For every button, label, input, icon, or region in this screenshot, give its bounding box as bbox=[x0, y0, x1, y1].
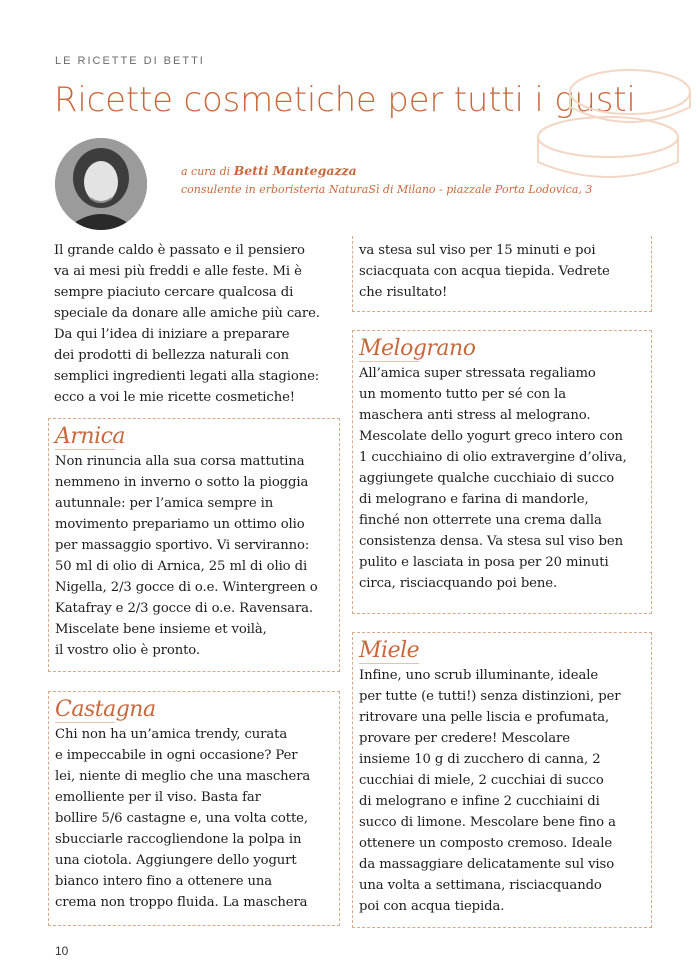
author-role: consulente in erboristeria NaturaSì di Milano - piazzale Porta Lodovica, 3 bbox=[181, 183, 593, 196]
text-line: Miscelate bene insieme et voilà, bbox=[55, 622, 267, 637]
text-line: Il grande caldo è passato e il pensiero bbox=[54, 243, 305, 258]
page-title: Ricette cosmetiche per tutti i gusti bbox=[54, 80, 636, 120]
text-line: autunnale: per l’amica sempre in bbox=[55, 496, 274, 511]
author-byline bbox=[181, 163, 357, 178]
text-line: Chi non ha un’amica trendy, curata bbox=[55, 727, 288, 742]
card-body-castagna bbox=[55, 724, 333, 913]
text-line: ecco a voi le mie ricette cosmetiche! bbox=[54, 390, 296, 405]
card-continuation bbox=[352, 236, 652, 312]
byline-prefix: a cura di bbox=[181, 165, 231, 178]
card-castagna bbox=[48, 691, 340, 926]
text-line: poi con acqua tiepida. bbox=[359, 899, 505, 914]
text-line: di melograno e farina di mandorle, bbox=[359, 492, 589, 507]
text-line: 50 ml di olio di Arnica, 25 ml di olio di bbox=[55, 559, 308, 574]
text-line: sciacquata con acqua tiepida. Vedrete bbox=[359, 264, 610, 279]
text-line: provare per credere! Mescolare bbox=[359, 731, 570, 746]
text-line: semplici ingredienti legati alla stagione: bbox=[54, 369, 320, 384]
card-melograno bbox=[352, 330, 652, 614]
text-line: di melograno e infine 2 cucchiaini di bbox=[359, 794, 600, 809]
text-line: consistenza densa. Va stesa sul viso ben bbox=[359, 534, 623, 549]
text-line: il vostro olio è pronto. bbox=[55, 643, 200, 658]
card-body-miele bbox=[359, 665, 645, 917]
text-line: Da qui l’idea di iniziare a preparare bbox=[54, 327, 290, 342]
text-line: lei, niente di meglio che una maschera bbox=[55, 769, 311, 784]
card-title-arnica: Arnica bbox=[55, 419, 333, 451]
text-line: ottenere un composto cremoso. Ideale bbox=[359, 836, 613, 851]
text-line: All’amica super stressata regaliamo bbox=[359, 366, 596, 381]
card-body-melograno bbox=[359, 363, 645, 594]
author-name: Betti Mantegazza bbox=[233, 163, 357, 178]
text-line: bollire 5/6 castagne e, una volta cotte, bbox=[55, 811, 308, 826]
text-line: per massaggio sportivo. Vi serviranno: bbox=[55, 538, 310, 553]
text-line: una volta a settimana, risciacquando bbox=[359, 878, 602, 893]
text-line: crema non troppo fluida. La maschera bbox=[55, 895, 308, 910]
text-line: che risultato! bbox=[359, 285, 448, 300]
author-photo bbox=[55, 138, 147, 230]
text-line: una ciotola. Aggiungere dello yogurt bbox=[55, 853, 297, 868]
section-label: LE RICETTE DI BETTI bbox=[55, 55, 205, 67]
text-line: ritrovare una pelle liscia e profumata, bbox=[359, 710, 610, 725]
text-line: va stesa sul viso per 15 minuti e poi bbox=[359, 243, 596, 258]
text-line: pulito e lasciata in posa per 20 minuti bbox=[359, 555, 609, 570]
text-line: cucchiai di miele, 2 cucchiai di succo bbox=[359, 773, 604, 788]
text-line: Infine, uno scrub illuminante, ideale bbox=[359, 668, 599, 683]
text-line: speciale da donare alle amiche più care. bbox=[54, 306, 320, 321]
intro-paragraph bbox=[54, 240, 344, 408]
page-number: 10 bbox=[55, 944, 69, 958]
card-body-arnica bbox=[55, 451, 333, 661]
text-line: finché non otterrete una crema dalla bbox=[359, 513, 602, 528]
text-line: Non rinuncia alla sua corsa mattutina bbox=[55, 454, 305, 469]
text-line: sbucciarle raccogliendone la polpa in bbox=[55, 832, 302, 847]
card-arnica bbox=[48, 418, 340, 672]
text-line: aggiungete qualche cucchiaio di succo bbox=[359, 471, 615, 486]
cream-jar-icon bbox=[530, 52, 700, 182]
text-line: insieme 10 g di zucchero di canna, 2 bbox=[359, 752, 601, 767]
text-line: Katafray e 2/3 gocce di o.e. Ravensara. bbox=[55, 601, 313, 616]
text-line: Nigella, 2/3 gocce di o.e. Wintergreen o bbox=[55, 580, 318, 595]
text-line: per tutte (e tutti!) senza distinzioni, per bbox=[359, 689, 621, 704]
card-title-miele: Miele bbox=[359, 633, 645, 665]
text-line: maschera anti stress al melograno. bbox=[359, 408, 591, 423]
text-line: va ai mesi più freddi e alle feste. Mi è bbox=[54, 264, 302, 279]
card-title-castagna: Castagna bbox=[55, 692, 333, 724]
text-line: succo di limone. Mescolare bene fino a bbox=[359, 815, 616, 830]
card-body-continuation bbox=[359, 240, 645, 303]
text-line: emolliente per il viso. Basta far bbox=[55, 790, 261, 805]
text-line: 1 cucchiaino di olio extravergine d’oliva, bbox=[359, 450, 627, 465]
text-line: Mescolate dello yogurt greco intero con bbox=[359, 429, 623, 444]
text-line: bianco intero fino a ottenere una bbox=[55, 874, 273, 889]
text-line: nemmeno in inverno o sotto la pioggia bbox=[55, 475, 309, 490]
text-line: un momento tutto per sé con la bbox=[359, 387, 566, 402]
card-miele bbox=[352, 632, 652, 928]
text-line: dei prodotti di bellezza naturali con bbox=[54, 348, 290, 363]
text-line: sempre piaciuto cercare qualcosa di bbox=[54, 285, 294, 300]
text-line: circa, risciacquando poi bene. bbox=[359, 576, 558, 591]
card-title-melograno: Melograno bbox=[359, 331, 645, 363]
text-line: e impeccabile in ogni occasione? Per bbox=[55, 748, 298, 763]
text-line: da massaggiare delicatamente sul viso bbox=[359, 857, 615, 872]
text-line: movimento prepariamo un ottimo olio bbox=[55, 517, 305, 532]
